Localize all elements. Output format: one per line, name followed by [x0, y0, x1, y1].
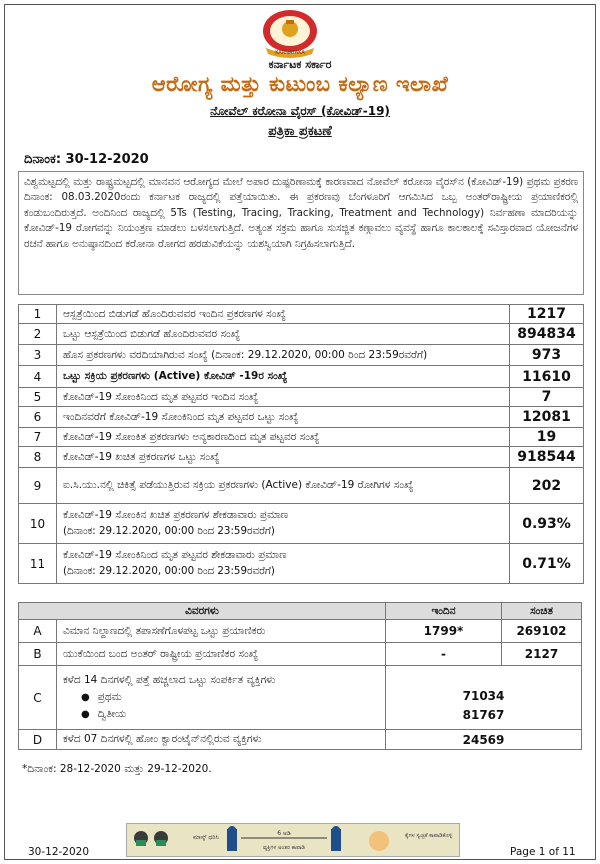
- row-description-text: ಕೋವಿಡ್-19 ಸೋಂಕಿನ ಖಚಿತ ಪ್ರಕರಣಗಳ ಶೇಕಡಾವಾರು ಪ್ರಮಾಣ: [63, 509, 289, 521]
- row-value: 0.93%: [510, 504, 584, 544]
- row-number: 8: [19, 447, 57, 468]
- handwash-icon: [369, 831, 389, 851]
- row-description: [57, 468, 510, 504]
- row-number: 1: [19, 305, 57, 324]
- row-value: 202: [510, 468, 584, 504]
- row-key: B: [19, 643, 57, 666]
- row-value: 19: [510, 428, 584, 447]
- contacts-values: [386, 666, 582, 730]
- row-number: 10: [19, 504, 57, 544]
- travel-row-d: [19, 730, 582, 750]
- row-desc: ವಿಮಾನ ನಿಲ್ದಾಣದಲ್ಲಿ ತಪಾಸಣೆಗೊಳಪಟ್ಟ ಒಟ್ಟು ಪ್ರಯಾಣಿಕರು: [57, 620, 386, 643]
- karnataka-emblem-icon: [256, 8, 324, 58]
- subject-line: ನೋವೆಲ್ ಕರೋನಾ ವೈರಸ್ (ಕೋವಿಡ್-19): [210, 104, 390, 118]
- row-description-text: ಇಂದಿನವರೆಗೆ ಕೋವಿಡ್-19 ಸೋಂಕಿನಿಂದ ಮೃತ ಪಟ್ಟವರ ಒಟ್ಟು ಸಂಖ್ಯೆ: [63, 410, 299, 423]
- row-total: 2127: [502, 643, 582, 666]
- row-total: 269102: [502, 620, 582, 643]
- row-description-text: ಕೋವಿಡ್-19 ಸೋಂಕಿನಿಂದ ಮೃತ ಪಟ್ಟವರ ಇಂದಿನ ಸಂಖ್ಯೆ: [63, 390, 259, 403]
- stats-row: [19, 468, 584, 504]
- row-value: 973: [510, 345, 584, 366]
- press-release-heading: ಪತ್ರಿಕಾ ಪ್ರಕಟಣೆ: [268, 124, 332, 139]
- secondary-contacts-item: [63, 708, 379, 721]
- row-description: [57, 388, 510, 407]
- row-description: [57, 345, 510, 366]
- row-number: 6: [19, 407, 57, 428]
- travel-header-row: [19, 603, 582, 620]
- bullet-icon: ●: [81, 709, 90, 720]
- row-number: 2: [19, 324, 57, 345]
- footer-date: 30-12-2020: [28, 846, 90, 858]
- row-desc: ಕಳೆದ 07 ದಿನಗಳಲ್ಲಿ ಹೋಂ ಕ್ವಾರಂಟೈನ್‌ನಲ್ಲಿರುವ ವ್ಯಕ್ತಿಗಳು: [57, 730, 386, 750]
- row-description-text: ಕೋವಿಡ್-19 ಸೋಂಕಿತ ಪ್ರಕರಣಗಳು ಅನ್ಯಕಾರಣದಿಂದ ಮೃತ ಪಟ್ಟವರ ಸಂಖ್ಯೆ: [63, 430, 320, 443]
- page-number: Page 1 of 11: [510, 846, 576, 858]
- row-value: 918544: [510, 447, 584, 468]
- row-description: [57, 428, 510, 447]
- row-key: A: [19, 620, 57, 643]
- row-number: 11: [19, 544, 57, 584]
- stats-row: [19, 447, 584, 468]
- contacts-label: ಕಳೆದ 14 ದಿನಗಳಲ್ಲಿ ಪತ್ತೆ ಹಚ್ಚಲಾದ ಒಟ್ಟು ಸಂಪರ್ಕಿತ ವ್ಯಕ್ತಿಗಳು: [63, 674, 276, 686]
- row-number: 4: [19, 366, 57, 388]
- row-key: D: [19, 730, 57, 750]
- bullet-icon: ●: [81, 692, 90, 703]
- travel-table: [18, 602, 582, 750]
- row-description: [57, 305, 510, 324]
- government-label: ಕರ್ನಾಟಕ ಸರ್ಕಾರ: [268, 58, 332, 71]
- row-description-text: ಆಸ್ಪತ್ರೆಯಿಂದ ಬಿಡುಗಡೆ ಹೊಂದಿರುವವರ ಇಂದಿನ ಪ್ರಕರಣಗಳ ಸಂಖ್ಯೆ: [63, 307, 286, 320]
- row-today: -: [386, 643, 502, 666]
- row-value: 0.71%: [510, 544, 584, 584]
- stats-row: [19, 345, 584, 366]
- row-value: 894834: [510, 324, 584, 345]
- row-number: 9: [19, 468, 57, 504]
- primary-label: ಪ್ರಥಮ: [97, 691, 122, 703]
- distance-text: 6 ಅಡಿ: [277, 830, 291, 837]
- stats-row: [19, 388, 584, 407]
- row-value: 12081: [510, 407, 584, 428]
- row-today: 1799*: [386, 620, 502, 643]
- travel-row-a: [19, 620, 582, 643]
- header-cumulative: ಸಂಚಿತ: [502, 603, 582, 620]
- travel-row-c: [19, 666, 582, 730]
- row-description: [57, 407, 510, 428]
- distance-caption: ವ್ಯಕ್ತಿಗಳ ಅಂತರ ಕಾಪಾಡಿ: [262, 845, 306, 851]
- row-desc: ಯುಕೆಯಿಂದ ಬಂದ ಅಂತರ್ ರಾಷ್ಟ್ರೀಯ ಪ್ರಯಾಣಿಕರ ಸಂಖ್ಯೆ: [57, 643, 386, 666]
- header-details: ವಿವರಗಳು: [19, 603, 386, 620]
- footnote: *ದಿನಾಂಕ: 28-12-2020 ಮತ್ತು 29-12-2020.: [22, 763, 212, 775]
- row-description-text: ಐ.ಸಿ.ಯು.ನಲ್ಲಿ ಚಿಕಿತ್ಸೆ ಪಡೆಯುತ್ತಿರುವ ಸಕ್ರಿಯ ಪ್ರಕರಣಗಳು (Active) ಕೋವಿಡ್-19 ರೋಗಿಗಳ ಸಂಖ್ಯೆ: [63, 479, 414, 491]
- row-number: 5: [19, 388, 57, 407]
- secondary-contacts-value: 81767: [462, 708, 505, 722]
- row-desc: [57, 666, 386, 730]
- stats-row: [19, 305, 584, 324]
- travel-row-b: [19, 643, 582, 666]
- release-date: ದಿನಾಂಕ: 30-12-2020: [24, 152, 149, 167]
- stats-row: [19, 544, 584, 584]
- row-description-text: ಒಟ್ಟು ಸಕ್ರಿಯ ಪ್ರಕರಣಗಳು (Active) ಕೋವಿಡ್ -19ರ ಸಂಖ್ಯೆ: [63, 370, 288, 382]
- handwash-text: ಕೈಗಳ ಸ್ವಚ್ಛತೆ ಕಾಪಾಡಿಕೊಳ್ಳಿ: [405, 833, 453, 839]
- row-date-range: (ದಿನಾಂಕ: 29.12.2020, 00:00 ರಿಂದ 23:59ರವರೆಗೆ): [63, 525, 275, 537]
- awareness-banner: [126, 823, 460, 857]
- mask-text: ಮಾಸ್ಕ್ ಧರಿಸಿ: [193, 834, 219, 841]
- row-value: 11610: [510, 366, 584, 388]
- row-description-text: ಕೋವಿಡ್-19 ಖಚಿತ ಪ್ರಕರಣಗಳ ಒಟ್ಟು ಸಂಖ್ಯೆ: [63, 450, 220, 463]
- row-description: [57, 447, 510, 468]
- stats-row: [19, 428, 584, 447]
- department-title: ಆರೋಗ್ಯ ಮತ್ತು ಕುಟುಂಬ ಕಲ್ಯಾಣ ಇಲಾಖೆ: [151, 72, 449, 96]
- primary-contacts-value: 71034: [462, 689, 505, 703]
- row-date-range: (ದಿನಾಂಕ: 29.12.2020, 00:00 ರಿಂದ 23:59ರವರೆಗೆ): [63, 565, 275, 577]
- row-description-text: ಹೊಸ ಪ್ರಕರಣಗಳು ವರದಿಯಾಗಿರುವ ಸಂಖ್ಯೆ (ದಿನಾಂಕ: 29.12.2020, 00:00 ರಿಂದ 23:59ರವರೆಗೆ): [63, 348, 428, 361]
- stats-table: [18, 304, 584, 584]
- stats-row: [19, 366, 584, 388]
- row-value: 1217: [510, 305, 584, 324]
- stats-row: [19, 504, 584, 544]
- row-description: [57, 504, 510, 544]
- row-number: 3: [19, 345, 57, 366]
- row-description: [57, 544, 510, 584]
- home-quarantine-value: 24569: [386, 730, 582, 750]
- row-description: [57, 324, 510, 345]
- row-key: C: [19, 666, 57, 730]
- stats-row: [19, 324, 584, 345]
- row-number: 7: [19, 428, 57, 447]
- primary-contacts-item: [63, 691, 379, 704]
- row-description: [57, 366, 510, 388]
- stats-row: [19, 407, 584, 428]
- row-description-text: ಒಟ್ಟು ಆಸ್ಪತ್ರೆಯಿಂದ ಬಿಡುಗಡೆ ಹೊಂದಿರುವವರ ಸಂಖ್ಯೆ: [63, 327, 241, 340]
- intro-paragraph: ವಿಶ್ವಮಟ್ಟದಲ್ಲಿ ಮತ್ತು ರಾಷ್ಟ್ರಮಟ್ಟದಲ್ಲಿ ಮಾನವನ ಆರೋಗ್ಯದ ಮೇಲೆ ಅಪಾರ ದುಷ್ಪರಿಣಾಮಕ್ಕೆ ಕಾರಣವಾದ ನೋವೆಲ್ ಕರೋನಾ ವೈರಸ್‌ನ (ಕೋವಿಡ್-19) ಪ್ರಥಮ ಪ್ರಕರಣ ದಿನಾಂಕ: 08.03.2020ರಂದು ಕರ್ನಾಟಕ ರಾಜ್ಯದಲ್ಲಿ ಪತ್ತೆಯಾಯಿತು. ಈ ಪ್ರಕರಣವು ಬೆಂಗಳೂರಿಗೆ ಆಗಮಿಸಿದ ಒಬ್ಬ ಅಂತರ್‌ರಾಷ್ಟ್ರೀಯ ಪ್ರಯಾಣಿಕರಲ್ಲಿ ಕಂಡುಬಂದಿರುತ್ತದೆ. ಅಂದಿನಿಂದ ರಾಜ್ಯದಲ್ಲಿ 5Ts (Testing, Tracing, Tracking, Treatment and Technology) ನಿರ್ವಹಣಾ ಮಾದರಿಯನ್ನು ಕೋವಿಡ್-19 ರೋಗವನ್ನು ನಿಯಂತ್ರಣ ಮಾಡಲು ಬಳಸಲಾಗುತ್ತಿದೆ. ಅತ್ಯಂತ ಸಕ್ರಮ ಹಾಗೂ ಸುಸಜ್ಜಿತ ಕಣ್ಗಾವಲು ವ್ಯವಸ್ಥೆ ಹಾಗೂ ಕಾಲಕಾಲಕ್ಕೆ ಸವಿಸ್ತಾರವಾದ ಯೋಜನೆಗಳ ರಚನೆ ಹಾಗೂ ಅನುಷ್ಠಾನದಿಂದ ಕರೋನಾ ರೋಗದ ಹರಡುವಿಕೆಯನ್ನು ಯಶಸ್ವಿಯಾಗಿ ನಿಗ್ರಹಿಸಲಾಗುತ್ತಿದೆ.: [18, 171, 584, 295]
- row-description-text: ಕೋವಿಡ್-19 ಸೋಂಕಿನಿಂದ ಮೃತ ಪಟ್ಟವರ ಶೇಕಡಾವಾರು ಪ್ರಮಾಣ: [63, 549, 287, 561]
- secondary-label: ದ್ವಿತೀಯ: [97, 708, 127, 720]
- svg-text:KARNATAKA: KARNATAKA: [275, 50, 305, 56]
- row-value: 7: [510, 388, 584, 407]
- header-today: ಇಂದಿನ: [386, 603, 502, 620]
